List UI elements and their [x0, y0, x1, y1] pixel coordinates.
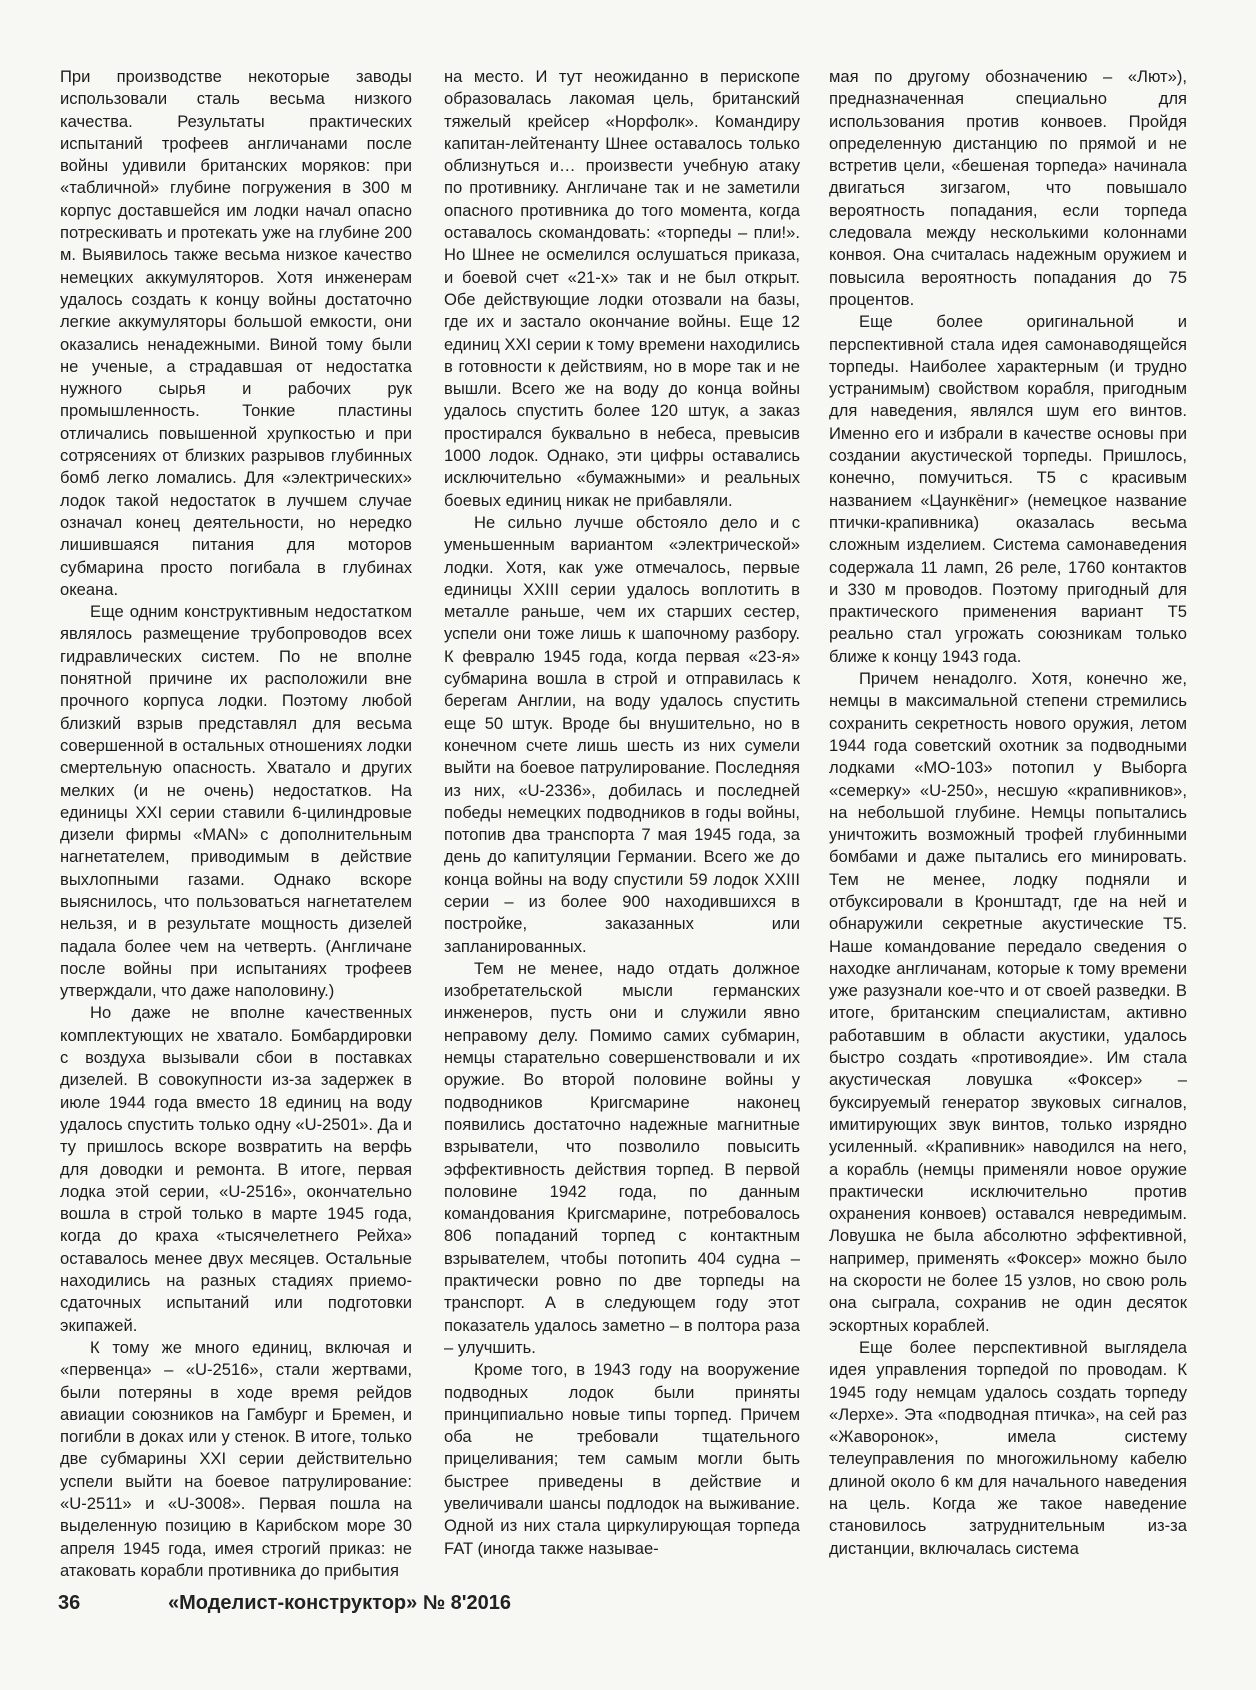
- paragraph: Еще более перспективной выглядела идея управления торпедой по проводам. К 1945 году немцам удалось создать торпеду «Лерхе». Эта «подводная птичка», на сей раз «Жаворонок», имела систему телеуправления по многожильному кабелю длиной около 6 км для начального наведения на цель. Когда же такое наведение становилось затруднительным из-за дистанции, включалась система: [829, 1337, 1187, 1558]
- paragraph: Но даже не вполне качественных комплектующих не хватало. Бомбардировки с воздуха вызывали сбои в поставках дизелей. В совокупности из-за задержек в июле 1944 года вместо 18 единиц на воду удалось спустить только одну «U-2501». Да и ту пришлось вскоре возвратить на верфь для доводки и ремонта. В итоге, первая лодка этой серии, «U-2516», окончательно вошла в строй только в марте 1945 года, когда до краха «тысячелетнего Рейха» оставалось менее двух месяцев. Остальные находились на разных стадиях приемо-сдаточных испытаний или подготовки экипажей.: [60, 1003, 412, 1335]
- paragraph: К тому же много единиц, включая и «первенца» – «U-2516», стали жертвами, были потеряны в ходе время рейдов авиации союзников на Гамбург и Бремен, и погибли в доках или у стенок. В итоге, только две субмарины XXI серии действительно успели выйти на боевое патрулирование: «U-2511» и «U-3008». Первая пошла на выделенную позицию в Карибском море 30 апреля 1945 года, имея строгий приказ: не атаковать корабли противника до прибытия: [60, 1337, 412, 1580]
- paragraph: Еще одним конструктивным недостатком являлось размещение трубопроводов всех гидравлических систем. По не вполне понятной причине их расположили вне прочного корпуса лодки. Поэтому любой близкий взрыв представлял для весьма совершенной в остальных отношениях лодки смертельную опасность. Хватало и других мелких (и не очень) недостатков. На единицы XXI серии ставили 6-цилиндровые дизели фирмы «MAN» с дополнительным нагнетателем, приводимым в действие выхлопными газами. Однако вскоре выяснилось, что пользоваться нагнетателем нельзя, и в результате мощность дизелей падала более чем на четверть. (Англичане после войны при испытаниях трофеев утверждали, что даже наполовину.): [60, 602, 412, 1001]
- paragraph: на место. И тут неожиданно в перископе образовалась лакомая цель, британский тяжелый крейсер «Норфолк». Командиру капитан-лейтенанту Шнее оставалось только облизнуться и… произвести учебную атаку по противнику. Англичане так и не заметили опасного противника до того момента, когда оставалось скомандовать: «торпеды – пли!». Но Шнее не осмелился ослушаться приказа, и боевой счет «21-х» так и не был открыт. Обе действующие лодки отозвали на базы, где их и застало окончание войны. Еще 12 единиц XXI серии к тому времени находились в готовности к действиям, но в море так и не вышли. Всего же на воду до конца войны удалось спустить более 120 штук, а заказ простирался буквально в небеса, превысив 1000 лодок. Однако, эти цифры оставались исключительно «бумажными» и реальных боевых единиц никак не прибавляли.: [444, 67, 800, 510]
- page-footer: [58, 1592, 511, 1615]
- text-column-3: [829, 66, 1187, 1560]
- paragraph: Не сильно лучше обстояло дело и с уменьшенным вариантом «электрической» лодки. Хотя, как уже отмечалось, первые единицы XXIII серии удалось воплотить в металле раньше, чем их старших сестер, успели они тоже лишь к шапочному разбору. К февралю 1945 года, когда первая «23-я» субмарина вошла в строй и отправилась к берегам Англии, на воду удалось спустить еще 50 штук. Вроде бы внушительно, но в конечном счете лишь шесть из них сумели выйти на боевое патрулирование. Последняя из них, «U-2336», добилась и последней победы немецких подводников в годы войны, потопив два транспорта 7 мая 1945 года, за день до капитуляции Германии. Всего же до конца войны на воду спустили 59 лодок XXIII серии – из более 900 находившихся в постройке, заказанных или запланированных.: [444, 512, 800, 956]
- paragraph: Тем не менее, надо отдать должное изобретательской мысли германских инженеров, пусть они и служили явно неправому делу. Помимо самих субмарин, немцы старательно совершенствовали и их оружие. Во второй половине войны у подводников Кригсмарине наконец появились достаточно надежные магнитные взрыватели, что позволило повысить эффективность действия торпед. В первой половине 1942 года, по данным командования Кригсмарине, потребовалось 806 попаданий торпед с контактным взрывателем, чтобы потопить 404 судна – практически ровно по две торпеды на транспорт. А в следующем году этот показатель удалось заметно – в полтора раза – улучшить.: [444, 958, 800, 1357]
- magazine-title: «Моделист-конструктор» № 8'2016: [168, 1592, 512, 1614]
- paragraph: Причем ненадолго. Хотя, конечно же, немцы в максимальной степени стремились сохранить секретность нового оружия, летом 1944 года советский охотник за подводными лодками «МО-103» потопил у Выборга «семерку» «U-250», несшую «крапивников», на небольшой глубине. Немцы попытались уничтожить возможный трофей глубинными бомбами и даже пытались его минировать. Тем не менее, лодку подняли и отбуксировали в Кронштадт, где на ней и обнаружили секретные акустические T5. Наше командование передало сведения о находке англичанам, которые к тому времени уже разузнали кое-что и от своей разведки. В итоге, британским специалистам, активно работавшим в области акустики, удалось быстро создать «противоядие». Им стала акустическая ловушка «Фоксер» – буксируемый генератор звуковых сигналов, имитирующих звук винтов, только изрядно усиленный. «Крапивник» наводился на него, а корабль (немцы применяли новое оружие практически исключительно против охранения конвоев) оставался невредимым. Ловушка не была абсолютно эффективной, например, применять «Фоксер» можно было на скорости не более 15 узлов, но свою роль она сыграла, сохранив не один десяток эскортных кораблей.: [829, 669, 1187, 1335]
- page-number: 36: [58, 1592, 81, 1614]
- paragraph: Кроме того, в 1943 году на вооружение подводных лодок были приняты принципиально новые типы торпед. Причем оба не требовали тщательного прицеливания; тем самым могли быть быстрее приведены в действие и увеличивали шансы подлодок на выживание. Одной из них стала циркулирующая торпеда FAT (иногда также называе-: [444, 1360, 800, 1558]
- paragraph: Еще более оригинальной и перспективной стала идея самонаводящейся торпеды. Наиболее характерным (и трудно устранимым) свойством корабля, пригодным для наведения, являлся шум его винтов. Именно его и избрали в качестве основы при создании акустической торпеды. Пришлось, конечно, помучиться. T5 с красивым названием «Цаункёниг» (немецкое название птички-крапивника) оказалась весьма сложным изделием. Система самонаведения содержала 11 ламп, 26 реле, 1760 контактов и 330 м проводов. Поэтому пригодный для практического применения вариант T5 реально стал угрожать союзникам только ближе к концу 1943 года.: [829, 312, 1187, 666]
- text-column-1: [60, 66, 412, 1582]
- paragraph: При производстве некоторые заводы использовали сталь весьма низкого качества. Результаты практических испытаний трофеев англичанами после войны удивили британских моряков: при «табличной» глубине погружения в 300 м корпус доставшейся им лодки начал опасно потрескивать и протекать уже на глубине 200 м. Выявилось также весьма низкое качество немецких аккумуляторов. Хотя инженерам удалось создать к концу войны достаточно легкие аккумуляторы большой емкости, они оказались ненадежными. Виной тому были не ученые, а страдавшая от недостатка нужного сырья и рабочих рук промышленность. Тонкие пластины отличались повышенной хрупкостью и при сотрясениях от близких разрывов глубинных бомб легко ломались. Для «электрических» лодок такой недостаток в лучшем случае означал конец деятельности, но нередко лишившаяся питания для моторов субмарина просто погибала в глубинах океана.: [60, 67, 412, 599]
- text-column-2: [444, 66, 800, 1560]
- paragraph: мая по другому обозначению – «Лют»), предназначенная специально для использования против конвоев. Пройдя определенную дистанцию по прямой и не встретив цели, «бешеная торпеда» начинала двигаться зигзагом, что повышало вероятность попадания, если торпеда следовала между несколькими колоннами конвоя. Она считалась надежным оружием и повысила вероятность попадания до 75 процентов.: [829, 67, 1187, 309]
